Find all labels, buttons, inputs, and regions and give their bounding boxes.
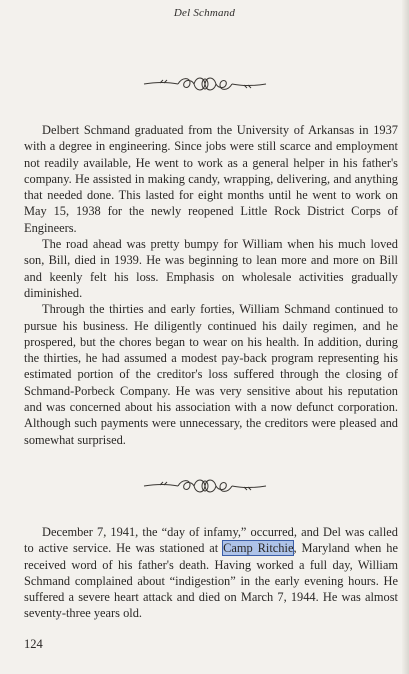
flourish-ornament-icon <box>0 475 409 497</box>
text-before-highlight: December 7, 1941, the “day of infamy,” occurred, and Del was called to active service. He was stationed at <box>24 525 398 556</box>
section-two-text <box>24 524 398 622</box>
highlighted-text-camp-ritchie[interactable]: Camp Ritchie <box>223 541 294 556</box>
paragraph-active-service <box>24 524 398 622</box>
page-number: 124 <box>24 637 43 651</box>
paragraph-business: Through the thirties and early forties, William Schmand continued to pursue his business. He diligently continued his daily regimen, and he prospered, but the chores began to wear on his health. In addition, during the thirties, he had assumed a modest pay-back program representing his estimated portion of the creditor's loss suffered through the closing of Schmand-Porbeck Company. He was very sensitive about his reputation and was concerned about his association with a now defunct corporation. Although such payments were unnecessary, the creditors were pleased and somewhat surprised. <box>24 302 398 447</box>
paragraph-graduation: Delbert Schmand graduated from the University of Arkansas in 1937 with a degree in engineering. Since jobs were still scarce and employment not readily available, He went to work as a general helper in his father's company. He assisted in making candy, wrapping, delivering, and anything that needed done. This lasted for eight months until he went to work on May 15, 1938 for the newly reopened Little Rock District Corps of Engineers. <box>24 123 398 235</box>
running-head: Del Schmand <box>173 7 236 19</box>
flourish-ornament-icon <box>0 73 409 95</box>
section-one-text <box>24 122 398 448</box>
paragraph-bill-death: The road ahead was pretty bumpy for William when his much loved son, Bill, died in 1939. He was beginning to lean more and more on Bill and keenly felt his loss. Emphasis on wholesale activities gradually diminished. <box>24 237 398 300</box>
text-after-highlight: , Maryland when he received word of his father's death. Having worked a full day, William Schmand complained about “indigestion” in the early evening hours. He suffered a severe heart attack and died on March 7, 1944. He was almost seventy-three years old. <box>24 541 398 621</box>
page-edge <box>402 0 409 674</box>
